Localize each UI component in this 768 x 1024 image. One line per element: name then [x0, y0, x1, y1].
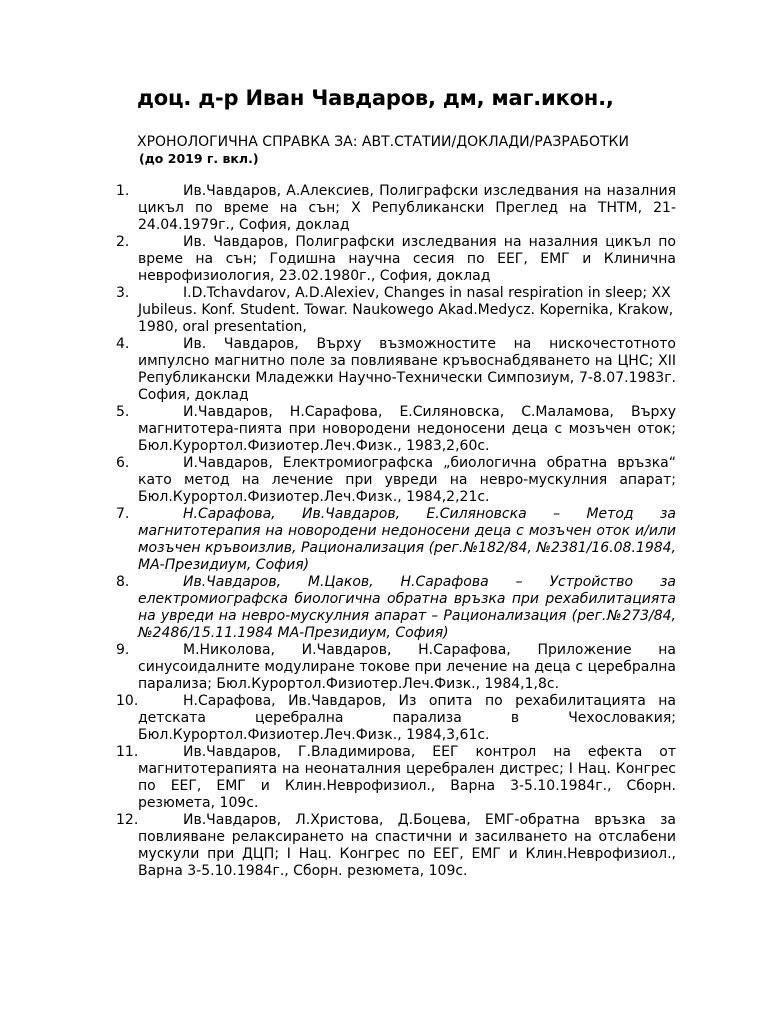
- reference-number: 5.: [116, 404, 130, 420]
- reference-text: И.Чавдаров, Електромиографска „биологична обратна връзка“ като метод на лечение при увреди на невро-мускулния апарат; Бюл.Курортол.Физиотер.Леч.Физк., 1984,2,21с.: [138, 455, 676, 505]
- reference-item: [0, 693, 768, 744]
- reference-number: 8.: [116, 574, 130, 590]
- reference-number: 6.: [116, 455, 130, 471]
- reference-item: [0, 642, 768, 693]
- reference-item: [0, 183, 768, 234]
- reference-number: 3.: [116, 285, 130, 301]
- reference-text: Ив.Чавдаров, А.Алексиев, Полиграфски изследвания на назалния цикъл по време на сън; Х Републикански Преглед на ТНТМ, 21-24.04.1979г., София, доклад: [138, 183, 676, 233]
- reference-text: Ив.Чавдаров, М.Цаков, Н.Сарафова – Устройство за електромиографска биологична обратна връзка при рехабилитацията на увреди на невро-мускулния апарат – Рационализация (рег.№273/84, №2486/15.11.1984 МА-Президиум, София): [138, 574, 676, 641]
- author-title: доц. д-р Иван Чавдаров, дм, маг.икон.,: [137, 86, 614, 110]
- reference-item: [0, 744, 768, 812]
- report-subtitle: ХРОНОЛОГИЧНА СПРАВКА ЗА: АВТ.СТАТИИ/ДОКЛАДИ/РАЗРАБОТКИ: [137, 134, 629, 150]
- reference-item: [0, 506, 768, 574]
- reference-number: 2.: [116, 234, 130, 250]
- reference-item: [0, 455, 768, 506]
- reference-item: [0, 285, 768, 336]
- reference-item: [0, 812, 768, 880]
- reference-text: Н.Сарафова, Ив.Чавдаров, Е.Силяновска – Метод за магнитотерапия на новородени недоносени деца с мозъчен оток и/или мозъчен кръвоизлив, Рационализация (рег.№182/84, №2381/16.08.1984, МА-Президиум, София): [138, 506, 676, 573]
- reference-text: Ив.Чавдаров, Г.Владимирова, ЕЕГ контрол на ефекта от магнитотерапията на неонаталния церебрален дистрес; I Нац. Конгрес по ЕЕГ, ЕМГ и Клин.Неврофизиол., Варна 3-5.10.1984г., Сборн. резюмета, 109с.: [138, 744, 676, 811]
- reference-text: М.Николова, И.Чавдаров, Н.Сарафова, Приложение на синусоидалните модулиране токове при лечение на деца с церебрална парализа; Бюл.Курортол.Физиотер.Леч.Физк., 1984,1,8с.: [138, 642, 676, 692]
- date-range-note: (до 2019 г. вкл.): [139, 151, 259, 166]
- reference-number: 1.: [116, 183, 130, 199]
- reference-text: Ив. Чавдаров, Полиграфски изследвания на назалния цикъл по време на сън; Годишна научна сесия по ЕЕГ, ЕМГ и Клинична неврофизиология, 23.02.1980г., София, доклад: [138, 234, 676, 284]
- reference-number: 10.: [116, 693, 139, 709]
- reference-text: И.Чавдаров, Н.Сарафова, Е.Силяновска, С.Маламова, Върху магнитотера-пията при новородени недоносени деца с мозъчен оток; Бюл.Курортол.Физиотер.Леч.Физк., 1983,2,60с.: [138, 404, 676, 454]
- reference-number: 12.: [116, 812, 139, 828]
- reference-item: [0, 404, 768, 455]
- reference-text: Ив. Чавдаров, Върху възможностите на нискочестотното импулсно магнитно поле за повлияване кръвоснабдяването на ЦНС; XII Републикански Младежки Научно-Технически Симпозиум, 7-8.07.1983г. София, доклад: [138, 336, 676, 403]
- reference-number: 9.: [116, 642, 130, 658]
- reference-text: Ив.Чавдаров, Л.Христова, Д.Боцева, ЕМГ-обратна връзка за повлияване релаксирането на спастични и засилването на отслабени мускули при ДЦП; I Нац. Конгрес по ЕЕГ, ЕМГ и Клин.Неврофизиол., Варна 3-5.10.1984г., Сборн. резюмета, 109с.: [138, 812, 676, 879]
- reference-item: [0, 234, 768, 285]
- reference-text: Н.Сарафова, Ив.Чавдаров, Из опита по рехабилитацията на детската церебрална парализа в Чехословакия; Бюл.Курортол.Физиотер.Леч.Физк., 1984,3,61с.: [138, 693, 676, 743]
- reference-item: [0, 336, 768, 404]
- reference-number: 4.: [116, 336, 130, 352]
- reference-text: I.D.Tchavdarov, A.D.Alexiev, Changes in nasal respiration in sleep; XX Jubileus. Konf. Student. Towar. Naukowego Akad.Medycz. Kopernika, Krakow, 1980, oral presentation,: [138, 285, 674, 335]
- reference-number: 7.: [116, 506, 130, 522]
- reference-number: 11.: [116, 744, 139, 760]
- reference-item: [0, 574, 768, 642]
- reference-list: [0, 183, 768, 880]
